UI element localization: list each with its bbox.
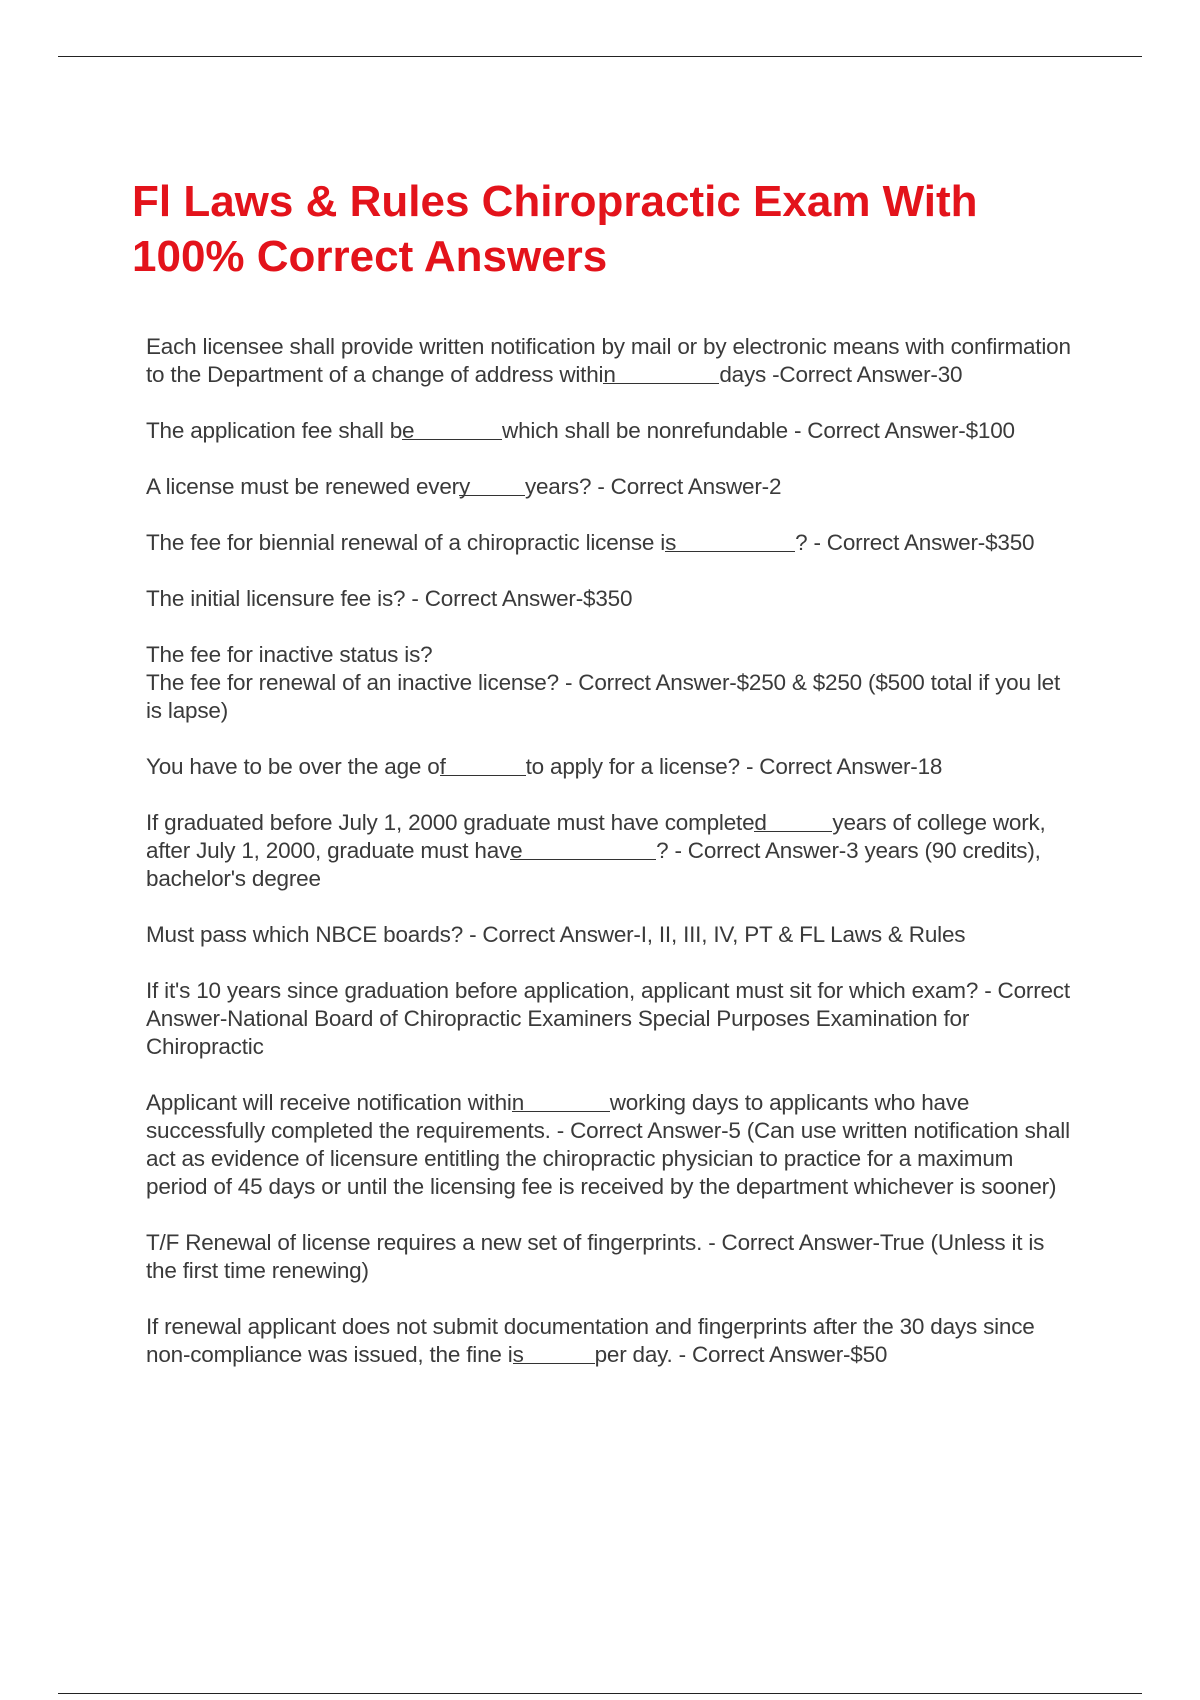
answer-blank	[665, 529, 795, 555]
question-text: Each licensee shall provide written notification by mail or by electronic means with confirmation to the Department of a change of address withi	[146, 334, 1077, 387]
bottom-rule	[58, 1693, 1142, 1694]
qa-item-noncompliance-fine	[146, 1313, 1076, 1369]
qa-item-inactive-fee	[146, 641, 1076, 725]
blank-lead-char: e	[402, 418, 415, 443]
answer-blank	[603, 361, 719, 387]
qa-item-fingerprints: T/F Renewal of license requires a new set of fingerprints. - Correct Answer-True (Unless it is the first time renewing)	[146, 1230, 1051, 1283]
question-text: The application fee shall b	[146, 418, 403, 443]
answer-blank	[402, 417, 502, 443]
document-title: Fl Laws & Rules Chiropractic Exam With 100% Correct Answers	[132, 177, 978, 281]
question-text: A license must be renewed ever	[146, 474, 459, 499]
qa-item-renewal-period	[146, 473, 1076, 501]
qa-item-college-requirements	[146, 809, 1076, 893]
qa-item-minimum-age	[146, 753, 1076, 781]
qa-item-biennial-fee	[146, 529, 1076, 557]
answer-text: ? - Correct Answer-$350	[795, 530, 1035, 555]
qa-item-notification-days	[146, 1089, 1076, 1201]
qa-item-initial-fee: The initial licensure fee is? - Correct Answer-$350	[146, 586, 633, 611]
qa-item-address-change	[146, 333, 1076, 389]
question-text: Applicant will receive notification withi	[146, 1090, 512, 1115]
question-line: The fee for renewal of an inactive license? - Correct Answer-$250 & $250 ($500 total if you let is lapse)	[146, 670, 1067, 723]
blank-lead-char: s	[665, 530, 677, 555]
answer-text: per day. - Correct Answer-$50	[594, 1342, 888, 1367]
question-text: years of college work, after July 1, 2000, graduate must hav	[146, 810, 1052, 863]
blank-lead-char: s	[512, 1342, 524, 1367]
question-line: The fee for inactive status is?	[146, 642, 433, 667]
blank-lead-char: d	[754, 810, 767, 835]
answer-text: working days to applicants who have successfully completed the requirements. - Correct Answer-5 (Can use written notification shall act as evidence of licensure entitling the chiropractic physician to practice for a maximum period of 45 days or until the licensing fee is received by the department whichever is sooner)	[146, 1090, 1076, 1199]
answer-blank	[511, 1089, 610, 1115]
answer-text: years? - Correct Answer-2	[524, 474, 782, 499]
answer-text: days -Correct Answer-30	[719, 362, 963, 387]
blank-lead-char: f	[439, 754, 446, 779]
qa-item-application-fee	[146, 417, 1076, 445]
answer-blank	[754, 809, 832, 835]
blank-lead-char: n	[603, 362, 616, 387]
blank-lead-char: e	[510, 838, 523, 863]
answer-text: to apply for a license? - Correct Answer-18	[525, 754, 943, 779]
question-text: The fee for biennial renewal of a chiropractic license i	[146, 530, 666, 555]
blank-lead-char: n	[511, 1090, 525, 1115]
answer-blank	[439, 753, 526, 779]
question-text: If renewal applicant does not submit documentation and fingerprints after the 30 days since non-compliance was issued, the fine i	[146, 1314, 1041, 1367]
answer-blank	[458, 473, 525, 499]
question-text: You have to be over the age o	[146, 754, 440, 779]
answer-text: which shall be nonrefundable - Correct Answer-$100	[502, 418, 1015, 443]
qa-item-special-purposes-exam: If it's 10 years since graduation before application, applicant must sit for which exam? - Correct Answer-National Board of Chiropractic Examiners Special Purposes Examination for Chiropractic	[146, 978, 1075, 1059]
question-text: If graduated before July 1, 2000 graduate must have complete	[146, 810, 755, 835]
qa-list	[146, 333, 1076, 1397]
answer-blank	[510, 837, 656, 863]
top-rule	[58, 56, 1142, 57]
answer-blank	[512, 1341, 595, 1367]
answer-text: ? - Correct Answer-3 years (90 credits), bachelor's degree	[146, 838, 1047, 891]
blank-lead-char: y	[458, 474, 470, 499]
qa-item-nbce-boards: Must pass which NBCE boards? - Correct Answer-I, II, III, IV, PT & FL Laws & Rules	[146, 922, 966, 947]
